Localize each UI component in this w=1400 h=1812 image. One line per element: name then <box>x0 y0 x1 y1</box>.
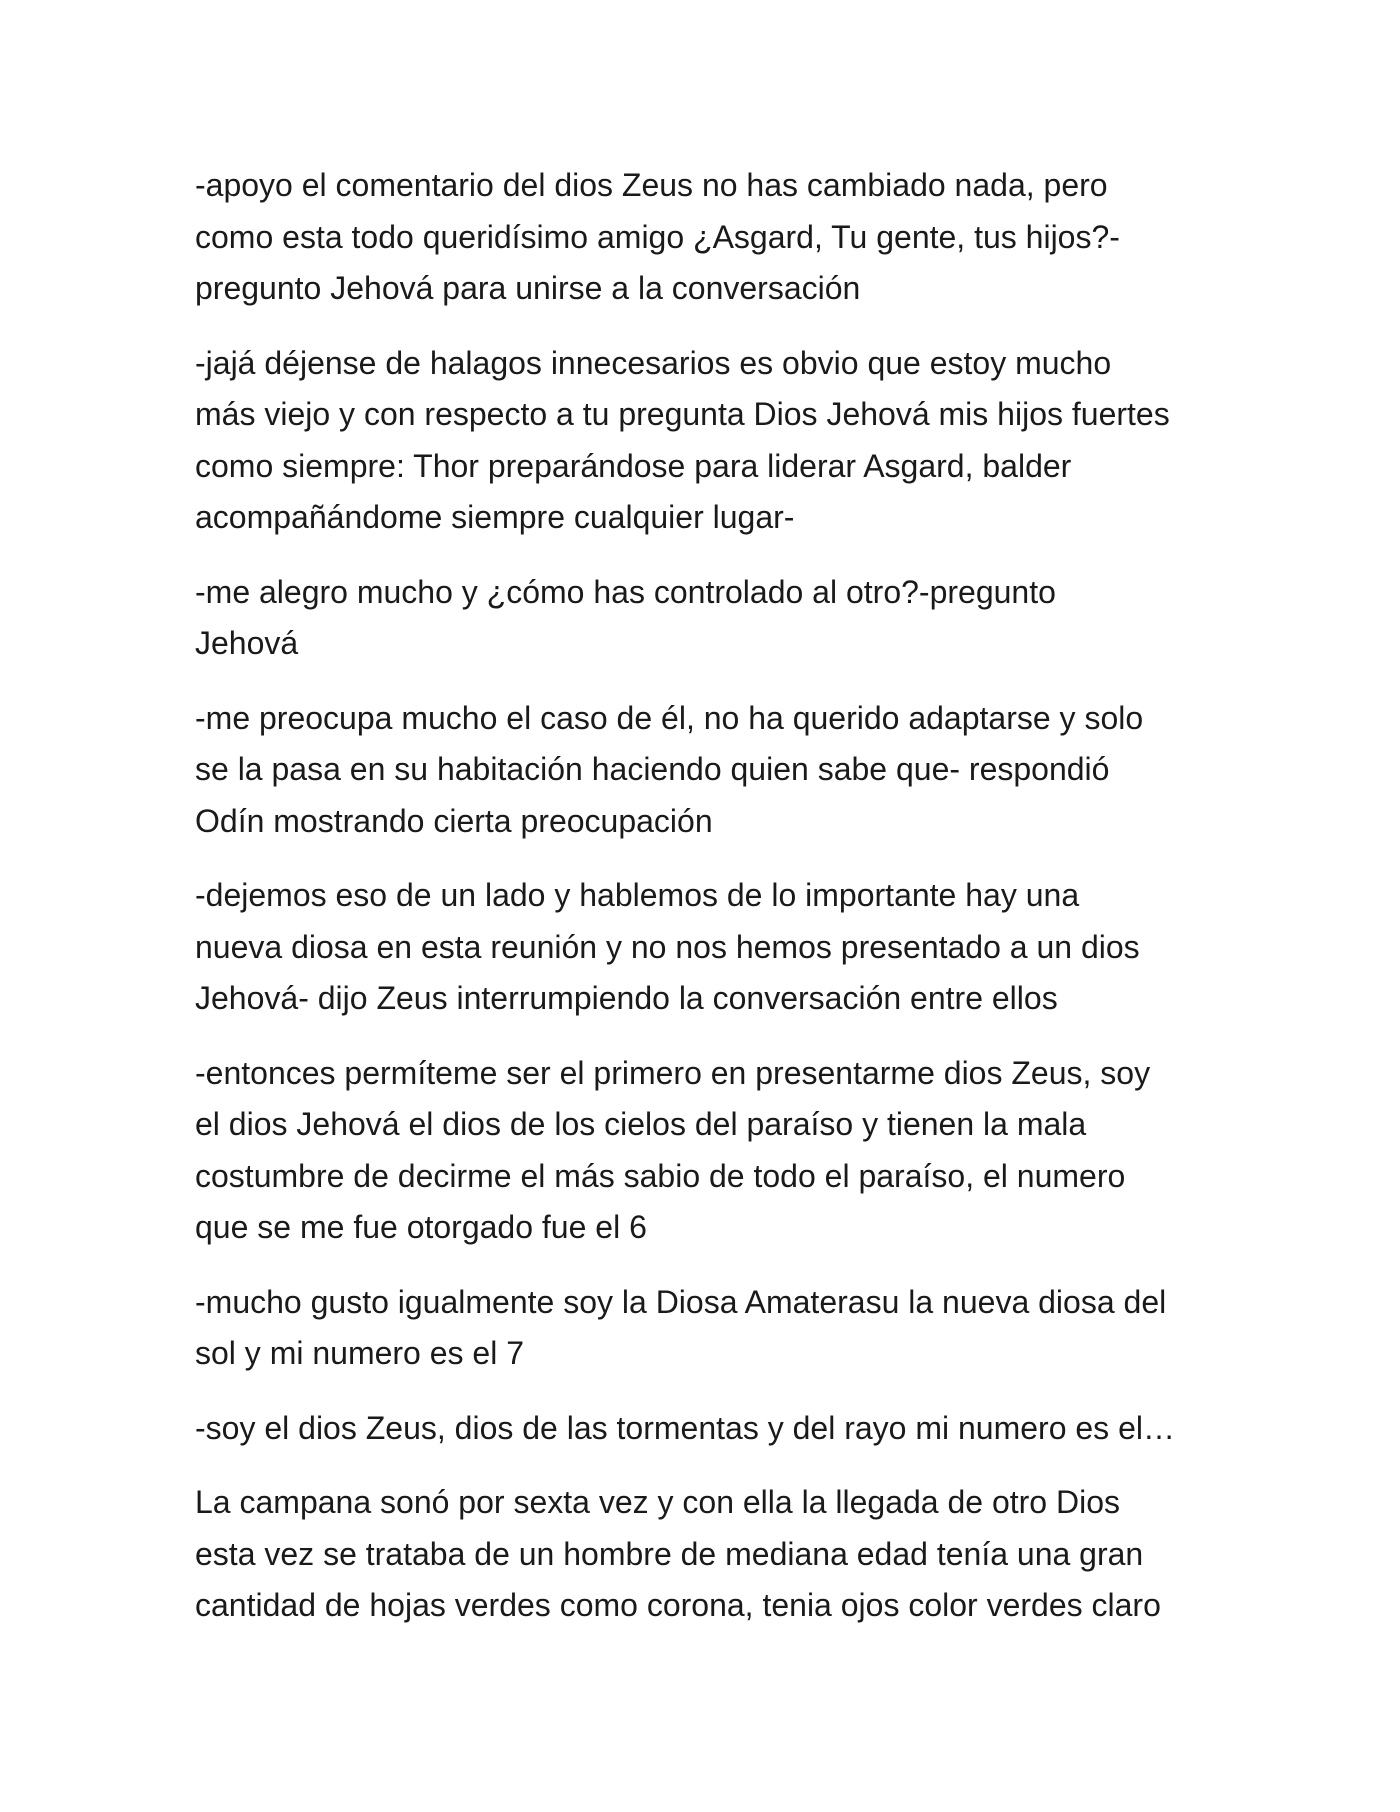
paragraph: -apoyo el comentario del dios Zeus no has cambiado nada, pero como esta todo queridísimo amigo ¿Asgard, Tu gente, tus hijos?- pregunto Jehová para unirse a la conversación <box>195 167 1120 306</box>
paragraph: -entonces permíteme ser el primero en presentarme dios Zeus, soy el dios Jehová el dios de los cielos del paraíso y tienen la mala costumbre de decirme el más sabio de todo el paraíso, el numero que se me fue otorgado fue el 6 <box>195 1054 1151 1245</box>
paragraph: -dejemos eso de un lado y hablemos de lo importante hay una nueva diosa en esta reunión y no nos hemos presentado a un dios Jehová- dijo Zeus interrumpiendo la conversación entre ellos <box>195 877 1140 1016</box>
paragraph: -me preocupa mucho el caso de él, no ha querido adaptarse y solo se la pasa en su habitación haciendo quien sabe que- respondió Odín mostrando cierta preocupación <box>195 699 1144 839</box>
paragraph: -jajá déjense de halagos innecesarios es obvio que estoy mucho más viejo y con respecto a tu pregunta Dios Jehová mis hijos fuertes como siempre: Thor preparándose para liderar Asgard, balder acompañándome siempre cualquier lugar- <box>195 344 1170 535</box>
paragraph: La campana sonó por sexta vez y con ella la llegada de otro Dios esta vez se trataba de un hombre de mediana edad tenía una gran cantidad de hojas verdes como corona, tenia ojos color verdes claro <box>195 1484 1161 1623</box>
paragraph: -soy el dios Zeus, dios de las tormentas y del rayo mi numero es el… <box>195 1409 1175 1446</box>
paragraph: -me alegro mucho y ¿cómo has controlado al otro?-pregunto Jehová <box>195 573 1056 661</box>
document-body <box>195 160 1225 1655</box>
paragraph: -mucho gusto igualmente soy la Diosa Amaterasu la nueva diosa del sol y mi numero es el 7 <box>195 1283 1167 1371</box>
